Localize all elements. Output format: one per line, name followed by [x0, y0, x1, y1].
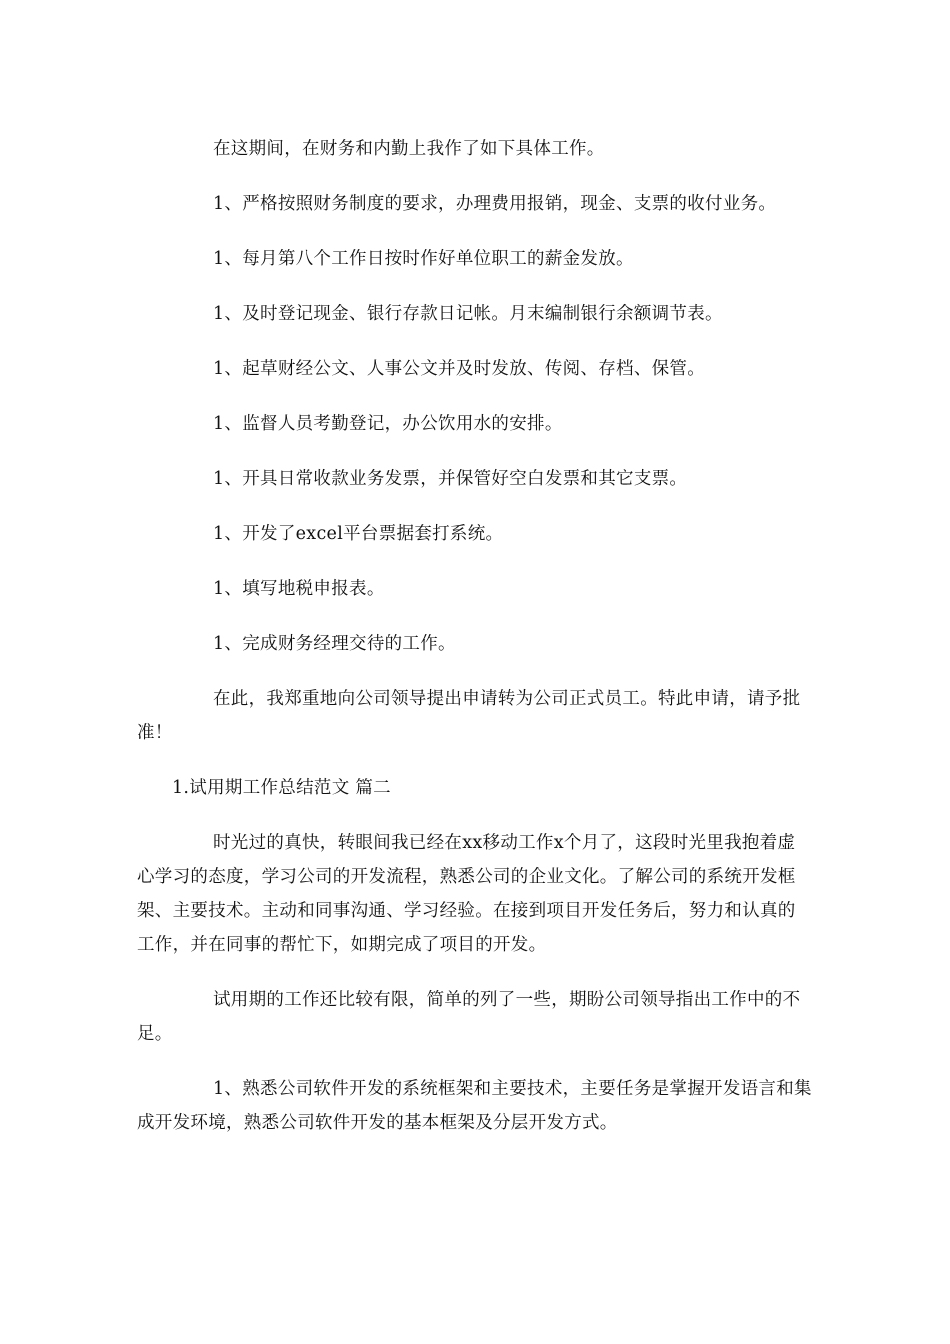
list-item-tax-form: 1、填写地税申报表。 [213, 579, 385, 599]
list-item-salary: 1、每月第八个工作日按时作好单位职工的薪金发放。 [213, 249, 634, 269]
list-item-attendance: 1、监督人员考勤登记，办公饮用水的安排。 [213, 414, 563, 434]
list-item-excel-system: 1、开发了excel平台票据套打系统。 [213, 524, 504, 544]
paragraph-intro: 在这期间，在财务和内勤上我作了如下具体工作。 [213, 139, 605, 159]
list-item-ledger: 1、及时登记现金、银行存款日记帐。月末编制银行余额调节表。 [213, 304, 723, 324]
paragraph-application: 在此，我郑重地向公司领导提出申请转为公司正式员工。特此申请，请予批准！ [137, 689, 801, 743]
paragraph-probation-limited: 试用期的工作还比较有限，简单的列了一些，期盼公司领导指出工作中的不足。 [137, 990, 801, 1044]
list-item-invoices: 1、开具日常收款业务发票，并保管好空白发票和其它支票。 [213, 469, 688, 489]
list-item-framework: 1、熟悉公司软件开发的系统框架和主要技术，主要任务是掌握开发语言和集成开发环境，熟悉公司软件开发的基本框架及分层开发方式。 [137, 1079, 812, 1133]
list-item-manager-tasks: 1、完成财务经理交待的工作。 [213, 634, 456, 654]
paragraph-time-flies: 时光过的真快，转眼间我已经在xx移动工作x个月了，这段时光里我抱着虚心学习的态度，学习公司的开发流程，熟悉公司的企业文化。了解公司的系统开发框架、主要技术。主动和同事沟通、学习经验。在接到项目开发任务后，努力和认真的工作，并在同事的帮忙下，如期完成了项目的开发。 [137, 833, 796, 955]
section-heading: 1.试用期工作总结范文 篇二 [172, 778, 391, 798]
list-item-documents: 1、起草财经公文、人事公文并及时发放、传阅、存档、保管。 [213, 359, 706, 379]
list-item-expense: 1、严格按照财务制度的要求，办理费用报销，现金、支票的收付业务。 [213, 194, 777, 214]
